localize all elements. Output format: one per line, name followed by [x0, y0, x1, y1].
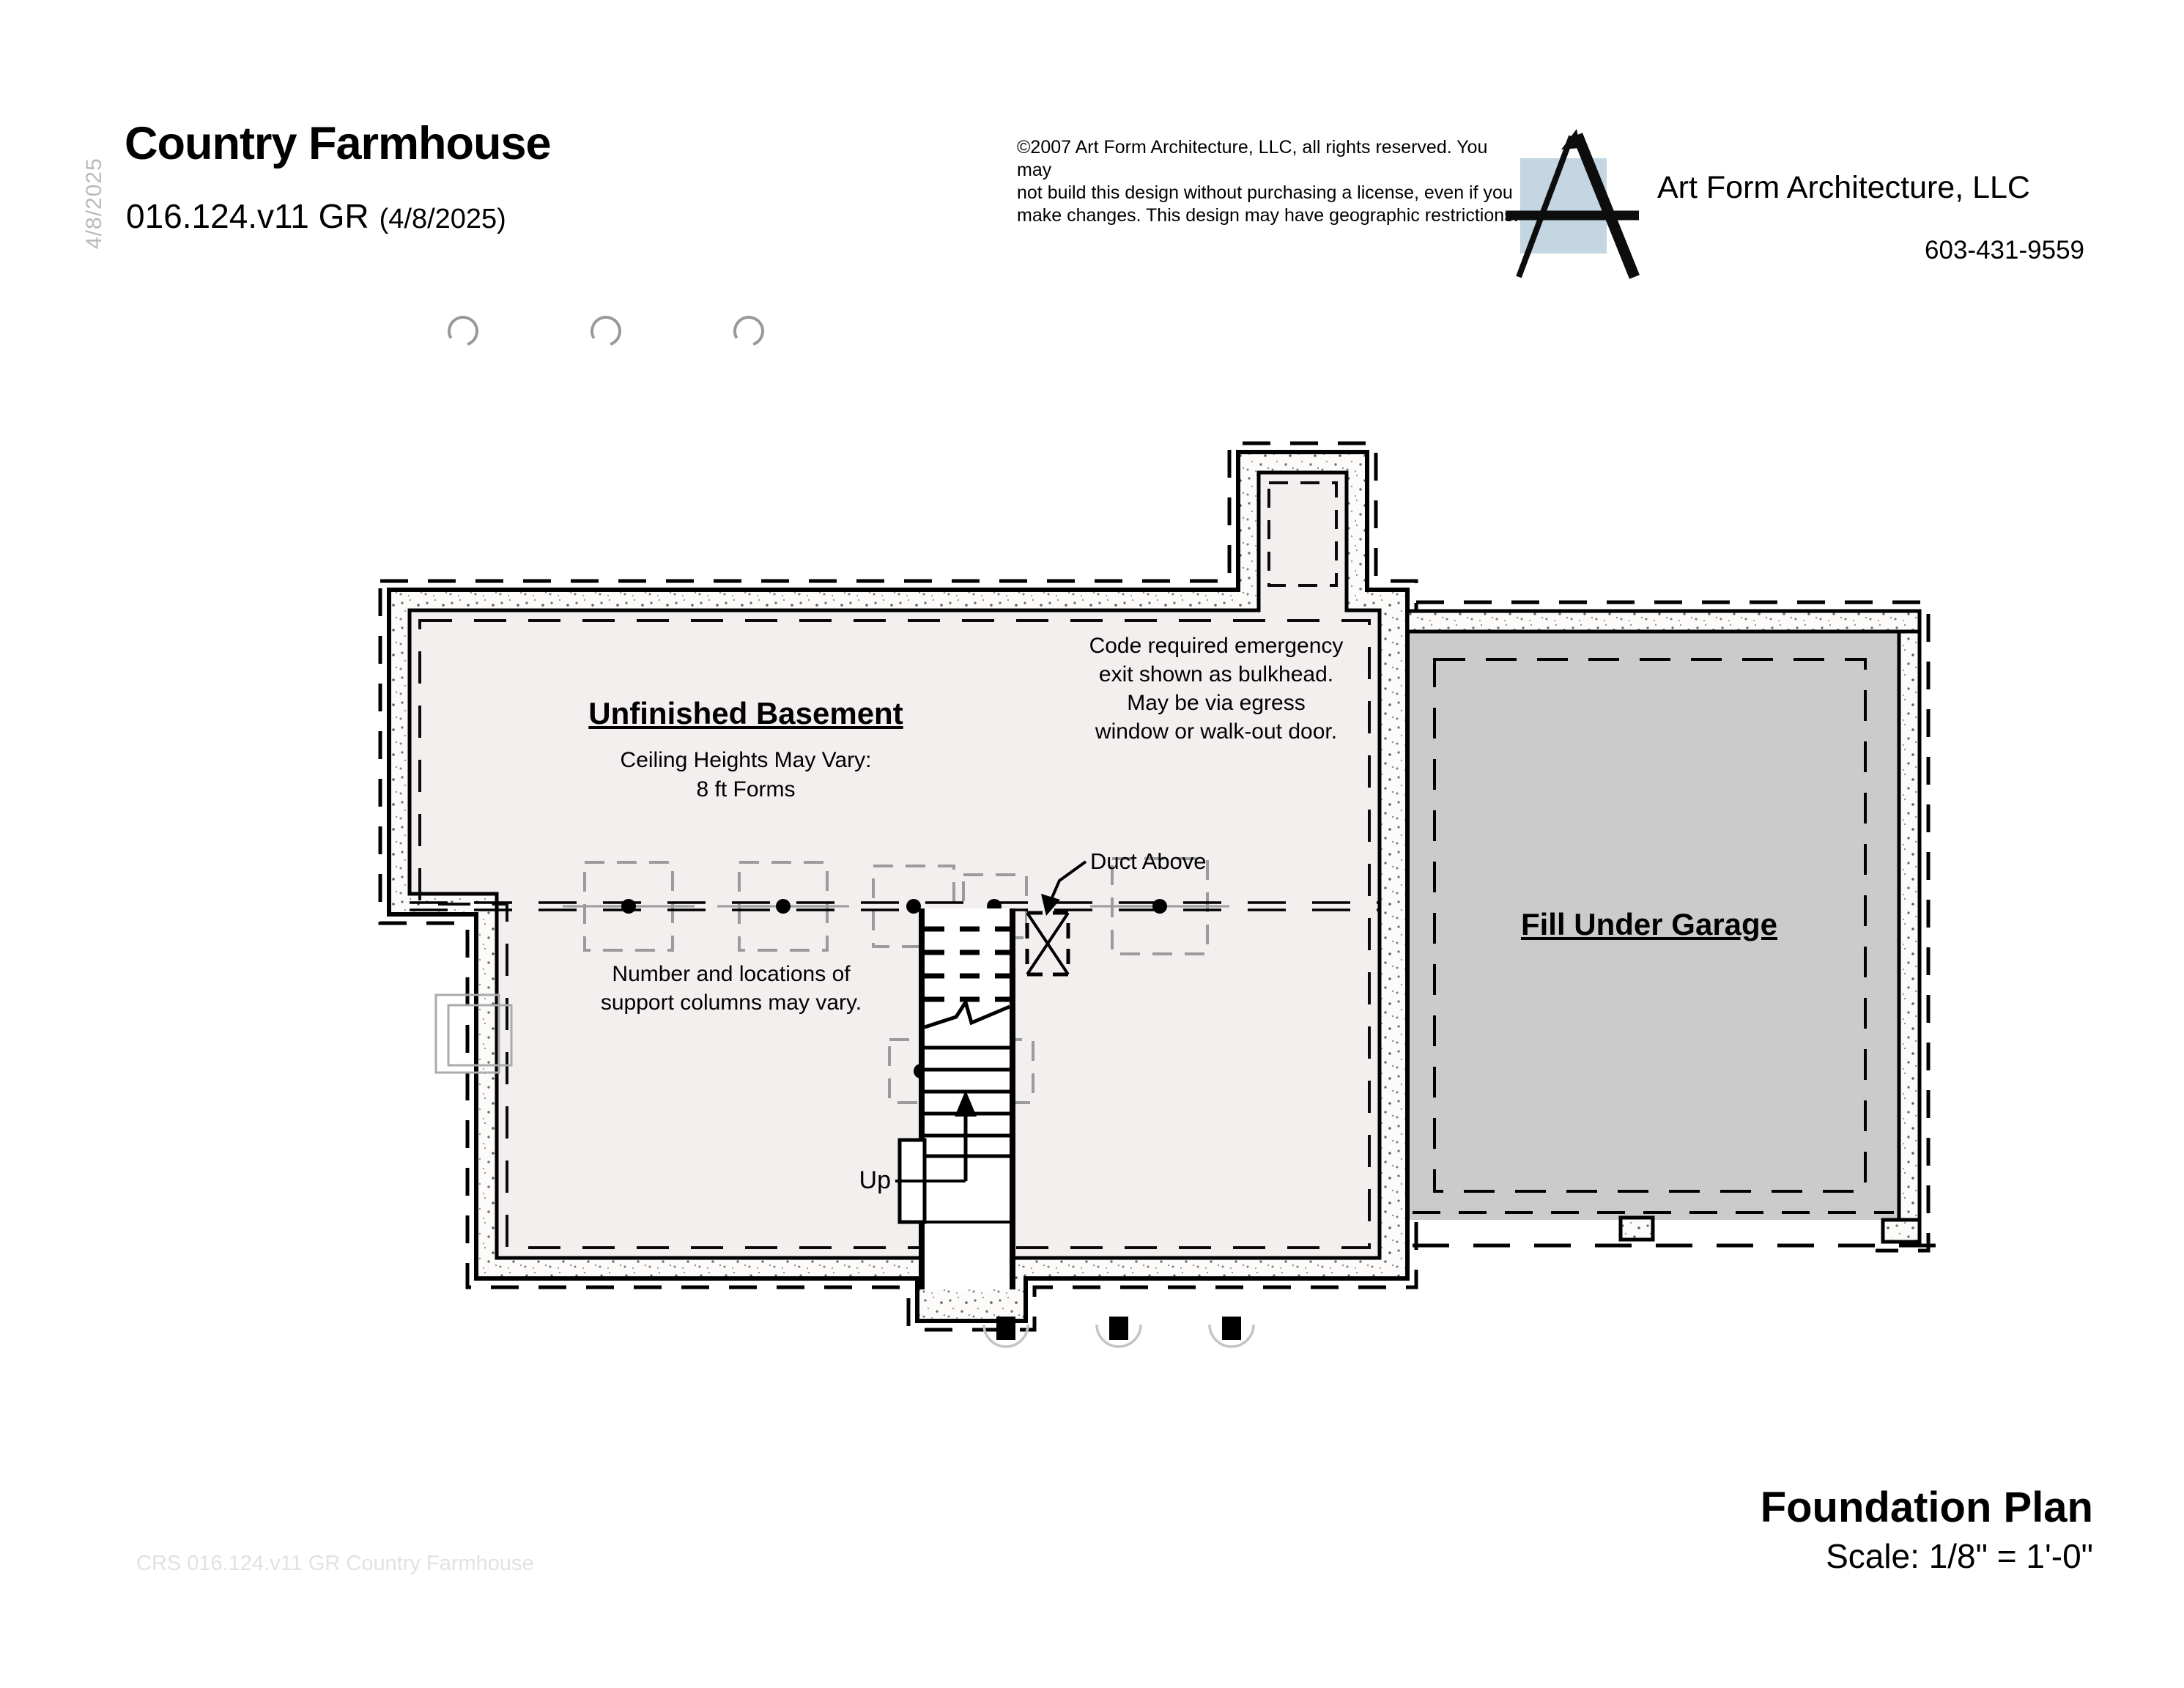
- page-arc-symbols: [444, 312, 768, 350]
- plan-date: (4/8/2025): [379, 204, 506, 234]
- arc-symbol: [587, 312, 625, 350]
- garage-wall-top: [1407, 611, 1920, 632]
- ceiling-note: [563, 746, 929, 804]
- arc-symbol: [444, 312, 482, 350]
- sheet-side-date: 4/8/2025: [82, 158, 106, 249]
- basement-label: Unfinished Basement: [588, 696, 903, 730]
- drawing-title: Foundation Plan: [1760, 1484, 2093, 1531]
- plan-title: Country Farmhouse: [125, 118, 551, 169]
- support-column: [1152, 899, 1167, 914]
- garage-label: Fill Under Garage: [1520, 907, 1778, 941]
- ceiling-note-line: Ceiling Heights May Vary:: [620, 748, 872, 772]
- support-columns-note: [574, 960, 889, 1017]
- ceiling-note-line: 8 ft Forms: [696, 777, 796, 802]
- sheet-watermark: CRS 016.124.v11 GR Country Farmhouse: [136, 1552, 534, 1575]
- porch-pier: [1109, 1317, 1128, 1340]
- stair-wall-right: [1010, 908, 1015, 1289]
- support-column: [621, 899, 636, 914]
- support-column: [776, 899, 791, 914]
- copyright-line: make changes. This design may have geographic restrictions.: [1017, 205, 1519, 226]
- firm-name: Art Form Architecture, LLC: [1657, 170, 2030, 205]
- garage-wall-right: [1899, 632, 1920, 1220]
- up-label: Up: [859, 1166, 891, 1194]
- drawing-scale: Scale: 1/8" = 1'-0": [1826, 1537, 2093, 1575]
- plan-number: 016.124.v11 GR: [126, 197, 369, 235]
- garage-door-pier: [1621, 1218, 1653, 1240]
- emergency-note-line: window or walk-out door.: [1095, 719, 1338, 744]
- copyright-line: ©2007 Art Form Architecture, LLC, all rights reserved. You may: [1017, 137, 1488, 180]
- drawing-title-block: [1434, 1483, 2093, 1576]
- duct-above-label: Duct Above: [1090, 848, 1207, 874]
- support-note-line: Number and locations of: [612, 962, 851, 986]
- stair-wall-left: [919, 908, 925, 1289]
- firm-phone: 603-431-9559: [1925, 236, 2084, 264]
- emergency-exit-note: [1059, 632, 1374, 746]
- porch-pier: [1222, 1317, 1241, 1340]
- garage-corner-pier: [1883, 1220, 1920, 1242]
- emergency-note-line: Code required emergency: [1089, 634, 1344, 658]
- arc-symbol: [730, 312, 768, 350]
- emergency-note-line: May be via egress: [1127, 691, 1306, 715]
- support-note-line: support columns may vary.: [600, 991, 862, 1015]
- emergency-note-line: exit shown as bulkhead.: [1098, 662, 1334, 686]
- porch-pier: [996, 1317, 1015, 1340]
- copyright-line: not build this design without purchasing a license, even if you: [1017, 182, 1513, 203]
